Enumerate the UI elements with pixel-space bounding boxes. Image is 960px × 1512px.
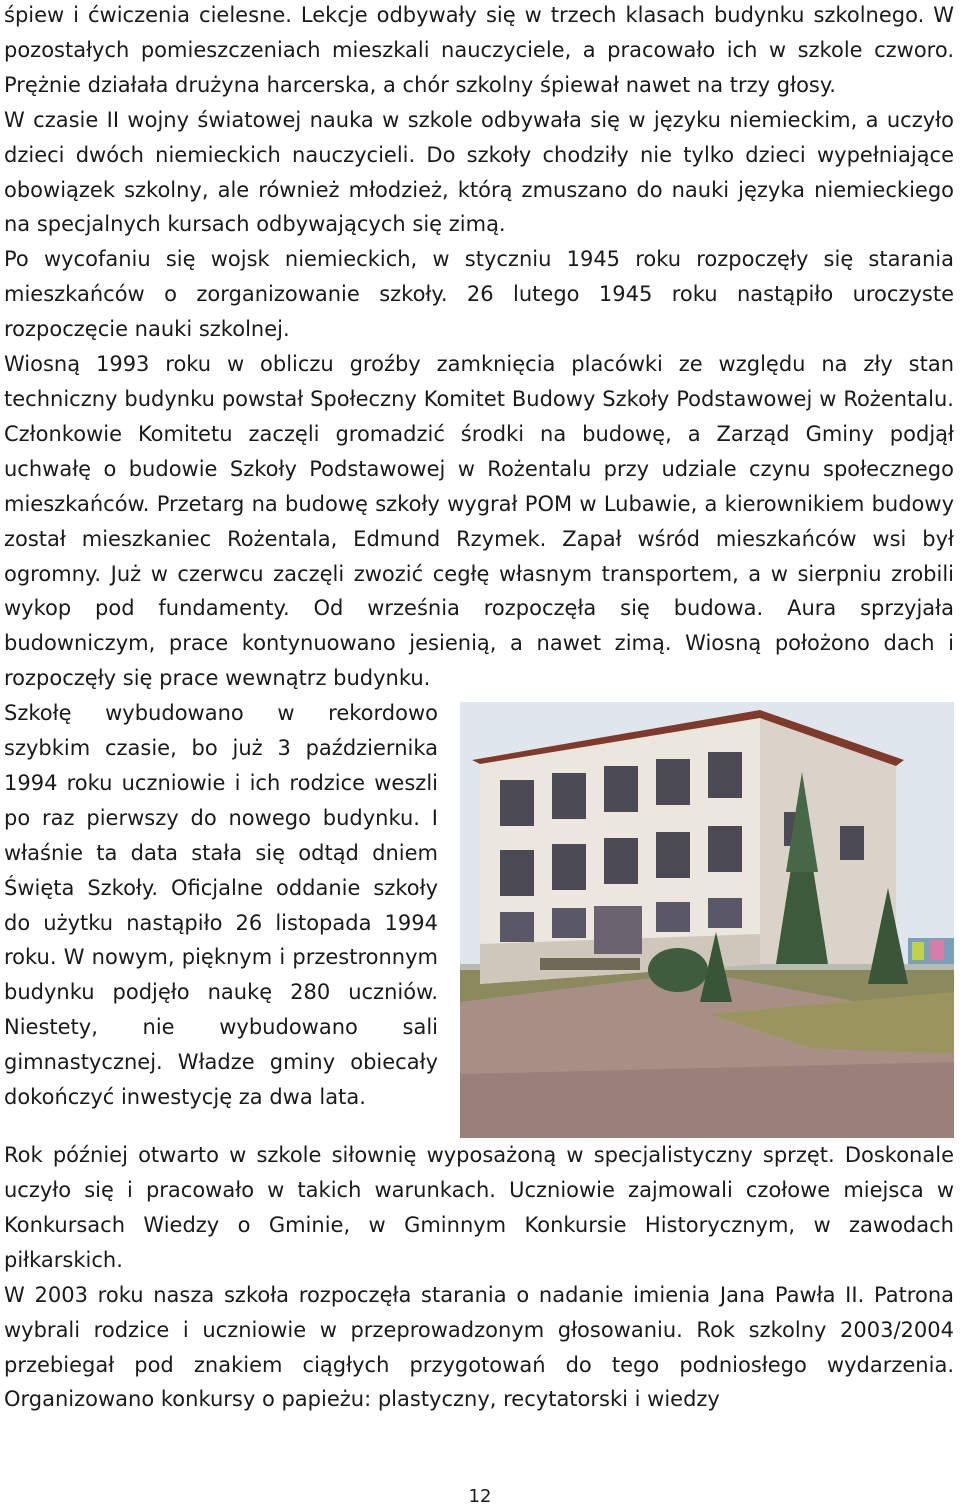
paragraph-1945: Po wycofaniu się wojsk niemieckich, w styczniu 1945 roku rozpoczęły się starania mieszkańców o zorganizowanie szkoły. 26 lutego 1945 roku nastąpiło uroczyste rozpoczęcie nauki szkolnej. (4, 247, 954, 342)
photo-section (4, 696, 954, 1138)
page-number: 12 (468, 1486, 492, 1507)
paragraph-patron: W 2003 roku nasza szkoła rozpoczęła starania o nadanie imienia Jana Pawła II. Patrona wybrali rodzice i uczniowie w przeprowadzonym głosowaniu. Rok szkolny 2003/2004 przebiegał pod znakiem ciągłych przygotowań do tego podniosłego wydarzenia. Organizowano konkursy o papieżu: plastyczny, recytatorski i wiedzy (4, 1282, 954, 1412)
paragraph-1993: Wiosną 1993 roku w obliczu groźby zamknięcia placówki ze względu na zły stan techniczny budynku powstał Społeczny Komitet Budowy Szkoły Podstawowej w Rożentalu. Członkowie Komitetu zaczęli gromadzić środki na budowę, a Zarząd Gminy podjął uchwałę o budowie Szkoły Podstawowej w Rożentalu przy udziale czynu społecznego mieszkańców. Przetarg na budowę szkoły wygrał POM w Lubawie, a kierownikiem budowy został mieszkaniec Rożentala, Edmund Rzymek. Zapał wśród mieszkańców wsi był ogromny. Już w czerwcu zaczęli zwozić cegłę własnym transportem, a w sierpniu zrobili wykop pod fundamenty. Od września rozpoczęła się budowa. Aura sprzyjała budowniczym, prace kontynuowano jesienią, a nawet zimą. Wiosną położono dach i rozpoczęły się prace wewnątrz budynku. (4, 352, 954, 691)
school-building-photo (460, 702, 954, 1138)
paragraph-gym: Rok później otwarto w szkole siłownię wyposażoną w specjalistyczny sprzęt. Doskonale uczyło się i pracowało w takich warunkach. Uczniowie zajmowali czołowe miejsca w Konkursach Wiedzy o Gminie, w Gminnym Konkursie Historycznym, w zawodach piłkarskich. (4, 1143, 954, 1272)
paragraph-choir: śpiew i ćwiczenia cielesne. Lekcje odbywały się w trzech klasach budynku szkolnego. W pozostałych pomieszczeniach mieszkali nauczyciele, a pracowało ich w szkole czworo. Prężnie działała drużyna harcerska, a chór szkolny śpiewał nawet na trzy głosy. (4, 3, 954, 97)
paragraph-war: W czasie II wojny światowej nauka w szkole odbywała się w języku niemieckim, a uczyło dzieci dwóch niemieckich nauczycieli. Do szkoły chodziły nie tylko dzieci wypełniające obowiązek szkolny, ale również młodzież, którą zmuszano do nauki języka niemieckiego na specjalnych kursach odbywających się zimą. (4, 107, 954, 237)
paragraph-new-building: Szkołę wybudowano w rekordowo szybkim czasie, bo już 3 października 1994 roku uczniowie i ich rodzice weszli po raz pierwszy do nowego budynku. I właśnie ta data stała się odtąd dniem Święta Szkoły. Oficjalne oddanie szkoły do użytku nastąpiło 26 listopada 1994 roku. W nowym, pięknym i przestronnym budynku podjęło naukę 280 uczniów. Niestety, nie wybudowano sali gimnastycznej. Władze gminy obiecały dokończyć inwestycję za dwa lata. (4, 701, 438, 1110)
document-page (4, 0, 954, 1417)
